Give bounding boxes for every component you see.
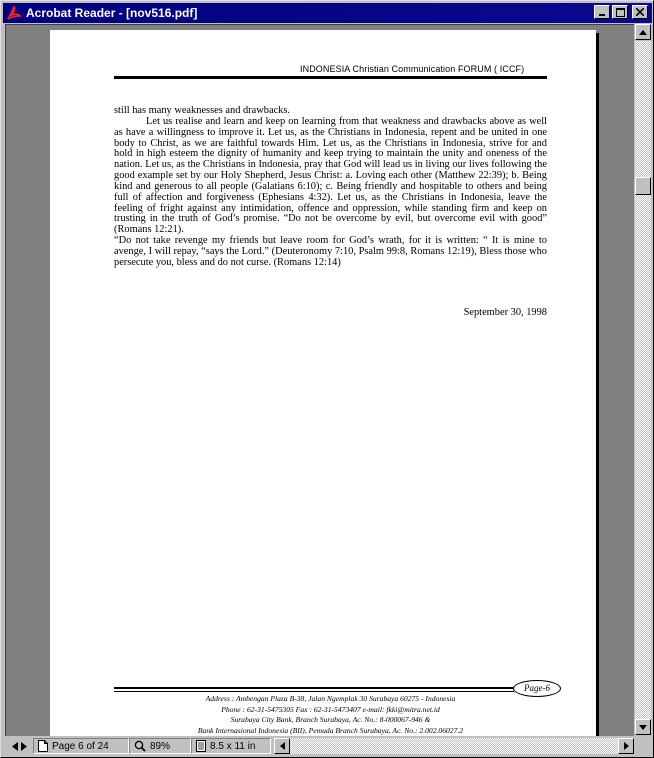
page-icon [38, 740, 48, 752]
vertical-scrollbar[interactable] [634, 24, 652, 736]
scroll-track[interactable] [635, 41, 651, 719]
arrow-right-icon [624, 742, 629, 750]
acrobat-icon[interactable] [6, 5, 22, 21]
scroll-thumb[interactable] [635, 177, 651, 195]
footer-rule [114, 687, 514, 689]
next-page-icon [20, 742, 28, 751]
status-bar [5, 737, 634, 755]
title-bar[interactable] [3, 3, 652, 23]
minimize-icon [598, 8, 606, 16]
arrow-down-icon [639, 725, 647, 730]
magnifier-icon [134, 740, 146, 752]
scroll-down-button[interactable] [635, 719, 651, 735]
zoom-value: 89% [150, 740, 171, 752]
footer-line: Phone : 62-31-5475305 Fax : 62-31-5473407 e-mail: fkki@mitra.net.id [221, 704, 440, 714]
document-date: September 30, 1998 [463, 307, 547, 318]
maximize-icon [616, 8, 625, 17]
page-nav[interactable] [11, 738, 33, 754]
maximize-button[interactable] [612, 5, 628, 19]
prev-page-icon [11, 742, 19, 751]
close-icon [636, 8, 644, 16]
arrow-left-icon [280, 742, 285, 750]
scrollbar-corner [634, 737, 652, 755]
paragraph: Let us realise and learn and keep on learning from that weakness and drawbacks above as well as have a willingness to improve it. Let us, as the Christians in Indonesia, repent and be united in one body to Christ, as we are faithful towards Him. Let us, as the Christians in Indonesia, strive for and hold in high esteem the dignity of humanity and keep trying to maintain the unity and oneness of the nation. Let us, as the Christians in Indonesia, pray that God will lead us in living our lives following the good example set by our Holy Shepherd, Jesus Christ: a. Loving each other (Matthew 22:39); b. Being kind and generous to all people (Galatians 6:10); c. Being friendly and hospitable to others and being full of affection and forgiveness (Ephesians 4:32). Let us, as the Christians in Indonesia, leave the feeling of fright against any intimidation, offence and oppression, while standing firm and keep on trusting in the truth of God’s promise. “Do not be overcome by evil, but overcome evil with good” (Romans 12:21). [114, 115, 547, 236]
close-button[interactable] [632, 5, 648, 19]
body-text [114, 106, 547, 269]
scroll-up-button[interactable] [635, 24, 651, 40]
footer-address [114, 694, 547, 736]
header-rule [114, 76, 547, 79]
page-indicator-text: Page 6 of 24 [52, 740, 109, 752]
page-size-value: 8.5 x 11 in [210, 740, 256, 752]
page-indicator[interactable] [33, 738, 129, 754]
minimize-button[interactable] [594, 5, 610, 19]
window-title: Acrobat Reader - [nov516.pdf] [26, 6, 198, 20]
header-title: INDONESIA Christian Communication FORUM ( ICCF) [300, 64, 525, 74]
paragraph: still has many weaknesses and drawbacks. [114, 105, 291, 116]
footer-line: Address : Ambengan Plaza B-38, Jalan Ngemplak 30 Surabaya 60275 - Indonesia [205, 694, 456, 703]
horizontal-scroll-track[interactable] [290, 738, 618, 754]
footer-line: Bank Internasional Indonesia (BII), Pemuda Branch Surabaya, Ac. No.: 2.002.06027.2 [197, 725, 464, 735]
footer-rule-thin [114, 691, 514, 692]
document-viewport[interactable] [5, 24, 634, 736]
paragraph: “Do not take revenge my friends but leave room for God’s wrath, for it is written: “ It is mine to avenge, I will repay, “says the Lord.” (Deuteronomy 7:10, Psalm 99:8, Romans 12:19), Bless those who persecute you, bless and do not curse. (Romans 12:14) [114, 235, 547, 268]
scroll-left-button[interactable] [274, 738, 290, 754]
page-size-field[interactable] [191, 738, 271, 754]
footer-line: Surabaya City Bank, Branch Surabaya, Ac. No.: 8-000067-946 & [230, 715, 431, 725]
page-number-badge: Page-6 [513, 680, 561, 697]
arrow-up-icon [639, 30, 647, 35]
page-size-icon [196, 740, 206, 752]
window-controls [594, 5, 648, 19]
zoom-field[interactable] [129, 738, 191, 754]
pdf-page [50, 30, 596, 736]
scroll-right-button[interactable] [618, 738, 634, 754]
